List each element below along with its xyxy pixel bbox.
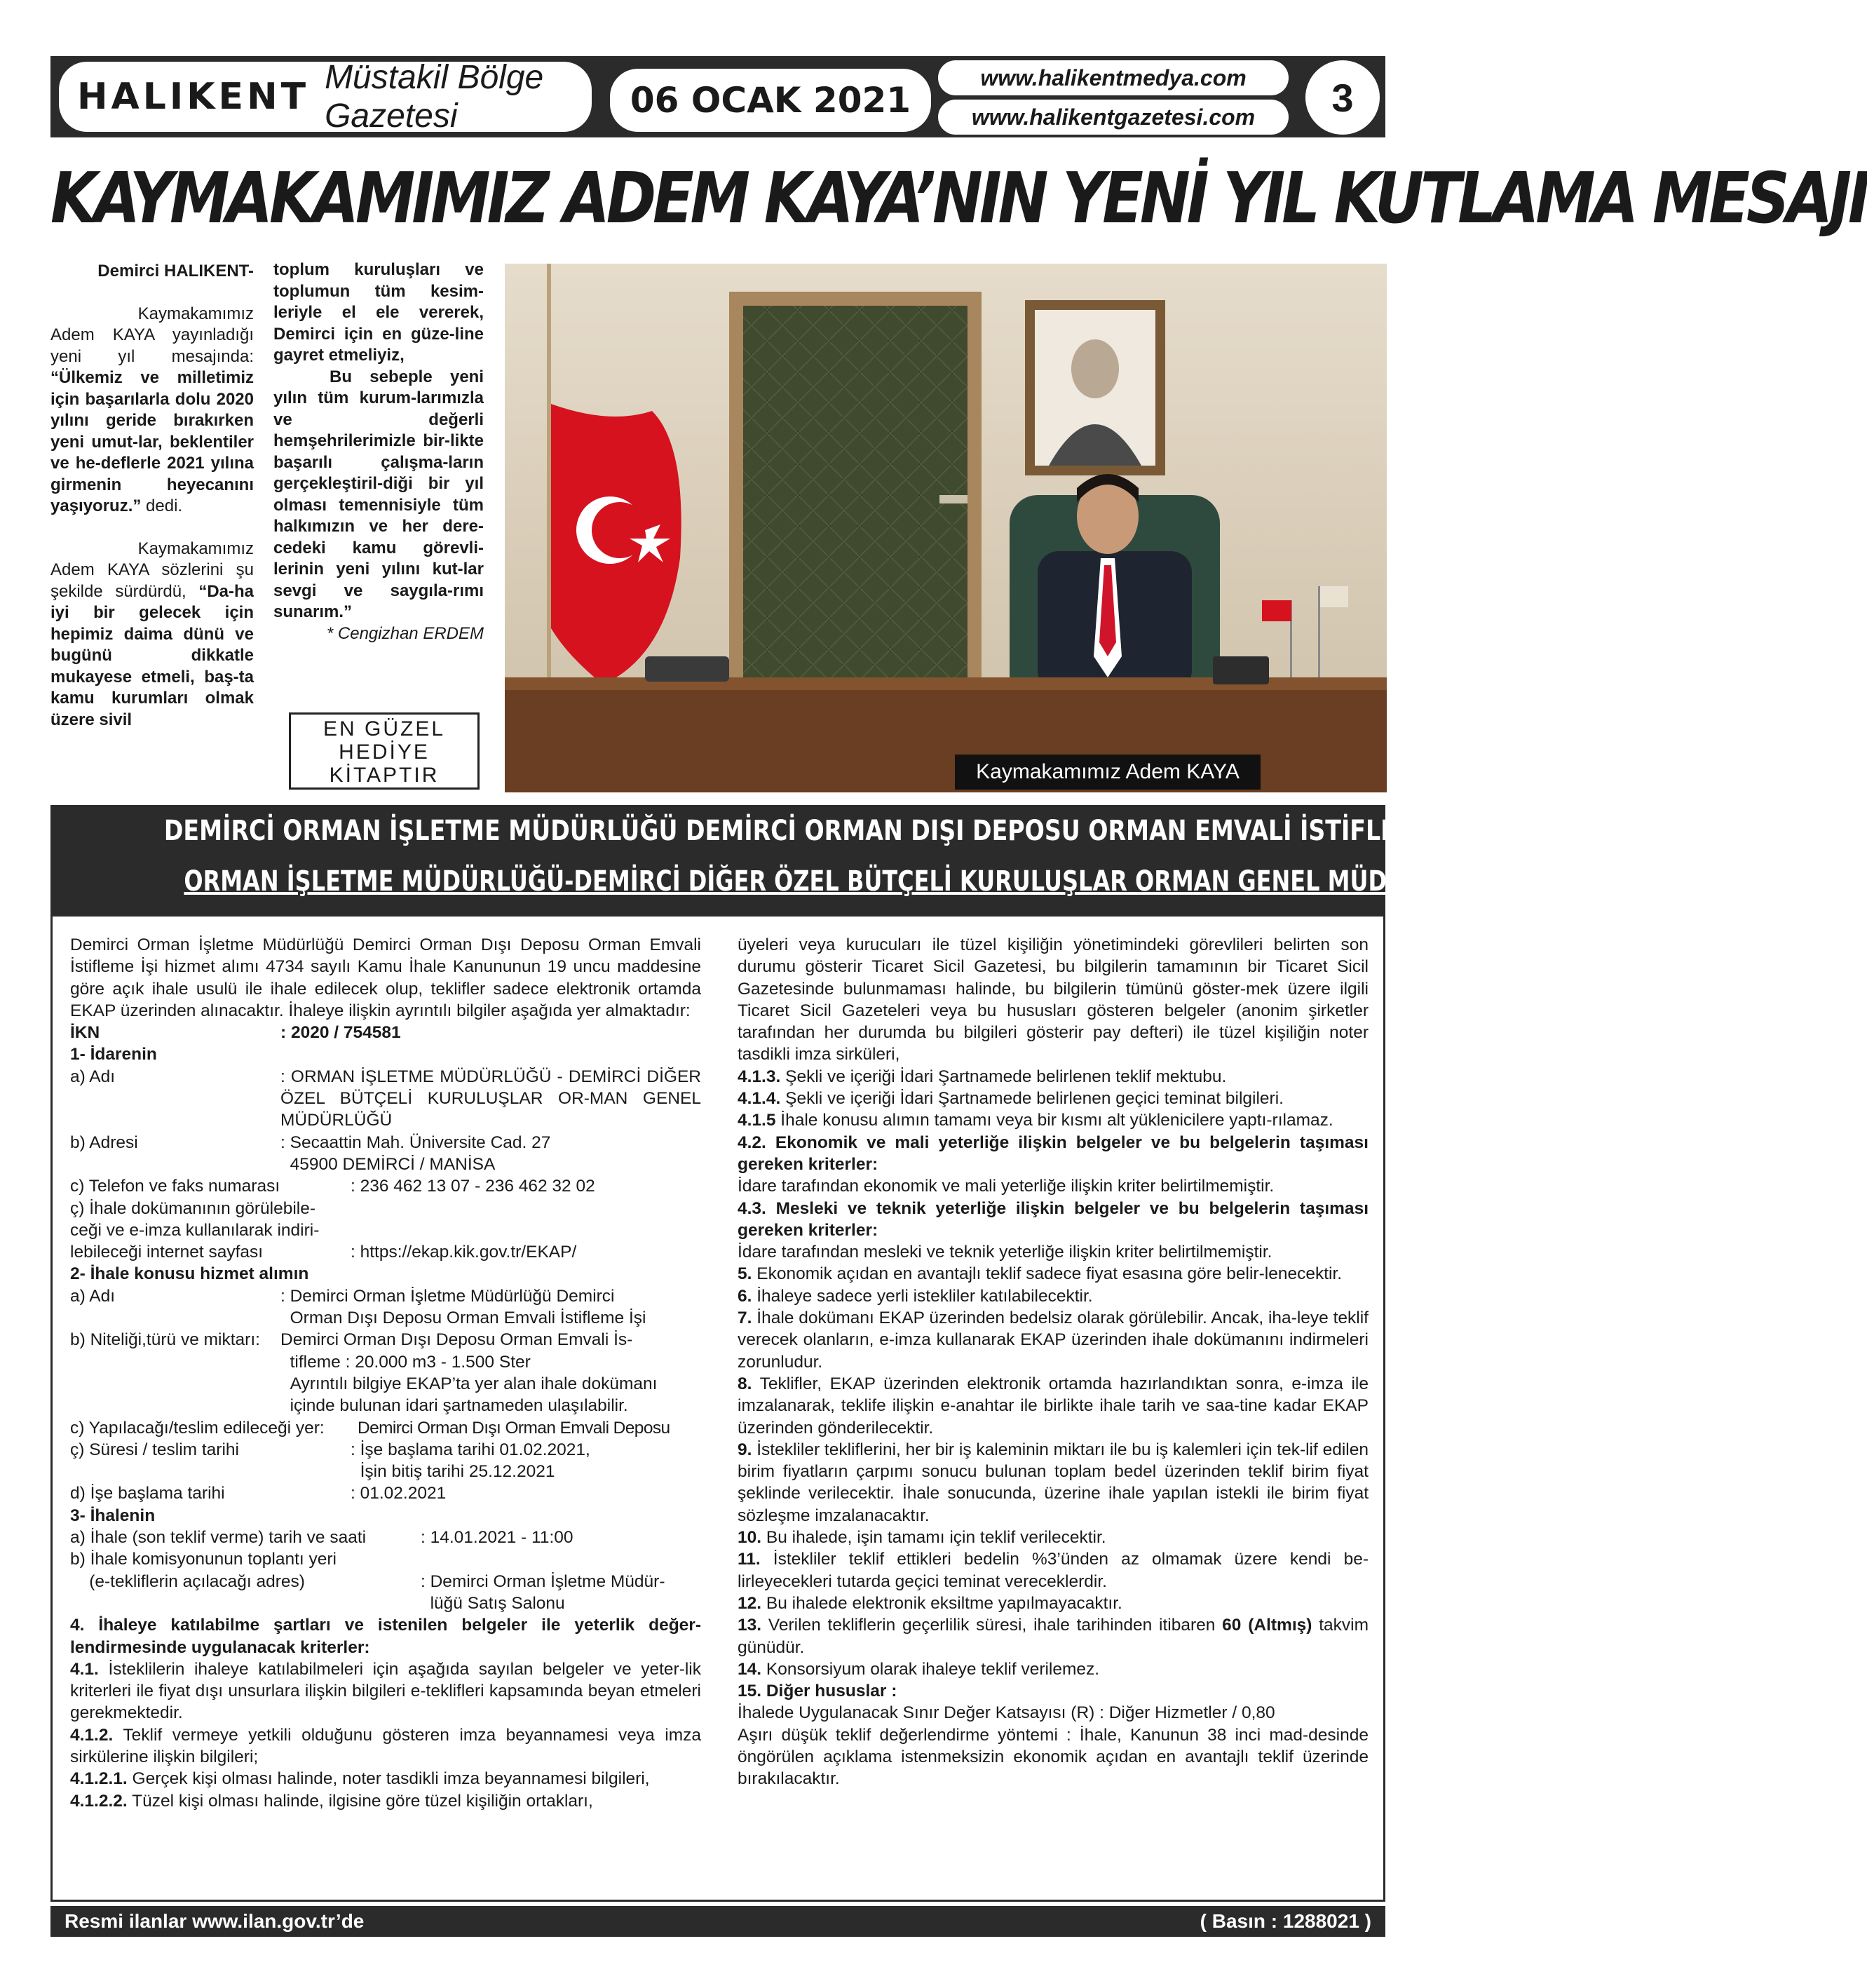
newspaper-subtitle: Müstakil Bölge Gazetesi xyxy=(325,59,544,135)
article-photo xyxy=(505,264,1387,792)
announcement-paragraph: 4.1. İsteklilerin ihaleye katılabilmeleri için aşağıda sayılan belgeler ve yeter-lik kriterleri ile fiyat dışı unsurlara ilişkin bilgileri e-teklifleri kapsamında beyan etmeleri gerekmektedir. xyxy=(70,1659,701,1723)
announcement-paragraph: b) İhale komisyonunun toplantı yeri xyxy=(70,1550,337,1569)
article-paragraph: Kaymakamımız xyxy=(137,304,254,323)
announcement-column-left xyxy=(70,934,701,1812)
article-paragraph: toplum kuruluşları ve toplumun tüm kesim-leriyle el ele vererek, Demirci için en güze-line gayret etmeliyiz, xyxy=(273,260,484,365)
promo-box xyxy=(289,712,480,790)
announcement-paragraph: c) Yapılacağı/teslim edileceği yer: Demirci Orman Dışı Orman Emvali Deposu xyxy=(70,1418,670,1438)
announcement-paragraph: b) Niteliği,türü ve miktarı: Demirci Orman Dışı Deposu Orman Emvali İs- tifleme : 20.000 m3 - 1.500 Ster Ayrıntılı bilgiye EKAP’ta yer alan ihale dokümanı içinde bulunan idari şartnameden ulaşılabilir. xyxy=(70,1330,658,1416)
website-link-2[interactable]: www.halikentgazetesi.com xyxy=(938,100,1289,135)
promo-line: HEDİYE xyxy=(339,741,430,764)
office-scene-illustration xyxy=(505,264,1387,792)
article-column-1 xyxy=(50,261,254,731)
announcement-paragraph: İKN : 2020 / 754581 xyxy=(70,1023,401,1043)
announcement-paragraph: 13. Verilen tekliflerin geçerlilik süresi, ihale tarihinden itibaren 60 (Altmış) takvim günüdür. xyxy=(738,1616,1369,1657)
announcement-paragraph: 4.1.4. Şekli ve içeriği İdari Şartnamede belirlenen geçici teminat bilgileri. xyxy=(738,1089,1284,1109)
announcement-paragraph: 4.3. Mesleki ve teknik yeterliğe ilişkin belgeler ve bu belgelerin taşıması gereken kriterler: xyxy=(738,1198,1369,1240)
announcement-paragraph: 4.1.2. Teklif vermeye yetkili olduğunu gösteren imza beyannamesi veya imza sirkülerine ilişkin bilgileri; xyxy=(70,1725,701,1766)
announcement-column-right xyxy=(738,934,1369,1790)
website-link-1[interactable]: www.halikentmedya.com xyxy=(938,60,1289,95)
footer-press-number: ( Basın : 1288021 ) xyxy=(1200,1910,1371,1932)
page-number: 3 xyxy=(1305,60,1380,135)
photo-caption: Kaymakamımız Adem KAYA xyxy=(955,755,1261,790)
announcement-paragraph: c) Telefon ve faks numarası : 236 462 13 07 - 236 462 32 02 xyxy=(70,1177,595,1196)
article-paragraph: Adem KAYA yayınladığı yeni yıl mesajında: “Ülkemiz ve milletimiz için başarılarla dolu 2020 yılını geride bırakırken yeni umut-lar, beklentiler ve he-deflerle 2021 yılına girmenin heyecanını yaşıyoruz.” dedi. xyxy=(50,325,254,515)
announcement-paragraph: 10. Bu ihalede, işin tamamı için teklif verilecektir. xyxy=(738,1528,1106,1548)
announcement-paragraph: a) Adı : Demirci Orman İşletme Müdürlüğü Demirci Orman Dışı Deposu Orman Emvali İstifleme İşi xyxy=(70,1286,646,1328)
announcement-paragraph: 5. Ekonomik açıdan en avantajlı teklif sadece fiyat esasına göre belir-lenecektir. xyxy=(738,1264,1343,1284)
announcement-paragraph: ç) Süresi / teslim tarihi : İşe başlama tarihi 01.02.2021, İşin bitiş tarihi 25.12.2021 xyxy=(70,1440,590,1482)
newspaper-name: HALIKENT xyxy=(77,76,310,118)
announcement-paragraph: ç) İhale dokümanının görülebile- ceği ve e-imza kullanılarak indiri- lebileceği internet sayfası : https://ekap.kik.gov.tr/EKAP/ xyxy=(70,1198,577,1262)
announcement-paragraph: 12. Bu ihalede elektronik eksiltme yapılmayacaktır. xyxy=(738,1593,1122,1613)
announcement-title-1: DEMİRCİ ORMAN İŞLETME MÜDÜRLÜĞÜ DEMİRCİ ORMAN DIŞI DEPOSU ORMAN EMVALİ İSTİFLEME İŞİ xyxy=(163,815,1478,847)
announcement-paragraph: 7. İhale dokümanı EKAP üzerinden bedelsiz olarak görülebilir. Ancak, iha-leye teklif verecek olanların, e-imza kullanarak EKAP üzerinden ihale dokümanını indirmeleri zorunludur. xyxy=(738,1309,1369,1372)
announcement-paragraph: Aşırı düşük teklif değerlendirme yöntemi : İhale, Kanunun 38 inci mad-desinde öngörülen açıklama istenmeksizin ekonomik açıdan en avantajlı teklif üzerinde bırakılacaktır. xyxy=(738,1725,1369,1789)
announcement-paragraph: İdare tarafından mesleki ve teknik yeterliğe ilişkin kriter belirtilmemiştir. xyxy=(738,1243,1272,1262)
announcement-paragraph: 1- İdarenin xyxy=(70,1045,157,1064)
announcement-paragraph: 6. İhaleye sadece yerli istekliler katılabilecektir. xyxy=(738,1286,1093,1306)
announcement-paragraph: 4.1.2.1. Gerçek kişi olması halinde, noter tasdikli imza beyannamesi bilgileri, xyxy=(70,1769,650,1789)
article-column-2 xyxy=(273,259,484,644)
announcement-paragraph: 4.1.3. Şekli ve içeriği İdari Şartnamede belirlenen teklif mektubu. xyxy=(738,1067,1227,1086)
announcement-paragraph: a) İhale (son teklif verme) tarih ve saati : 14.01.2021 - 11:00 xyxy=(70,1528,573,1548)
announcement-paragraph: b) Adresi : Secaattin Mah. Üniversite Cad. 27 45900 DEMİRCİ / MANİSA xyxy=(70,1132,551,1174)
article-paragraph: Bu sebeple yeni yılın tüm kurum-larımızla ve değerli hemşehrilerimizle bir-likte başarılı çalışma-ların gerçekleştiril-diği bir yıl olması temennisiyle tüm halkımızın ve her dere-cedeki kamu görevli-lerinin yeni yılını kut-lar sevgi ve saygıla-rımı sunarım.” xyxy=(273,367,484,621)
announcement-paragraph: İhalede Uygulanacak Sınır Değer Katsayısı (R) : Diğer Hizmetler / 0,80 xyxy=(738,1703,1275,1723)
page-footer xyxy=(50,1906,1385,1937)
article-paragraph: Demirci HALIKENT- xyxy=(97,262,254,280)
announcement-paragraph: 2- İhale konusu hizmet alımın xyxy=(70,1264,309,1284)
announcement-paragraph: 14. Konsorsiyum olarak ihaleye teklif verilemez. xyxy=(738,1659,1100,1679)
announcement-paragraph: İdare tarafından ekonomik ve mali yeterliğe ilişkin kriter belirtilmemiştir. xyxy=(738,1177,1275,1196)
announcement-paragraph: 4. İhaleye katılabilme şartları ve istenilen belgeler ile yeterlik değer-lendirmesinde uygulanacak kriterler: xyxy=(70,1616,701,1657)
announcement-paragraph: 15. Diğer hususlar : xyxy=(738,1682,897,1701)
announcement-paragraph: 4.1.5 İhale konusu alımın tamamı veya bir kısmı alt yüklenicilere yaptı-rılamaz. xyxy=(738,1111,1333,1130)
paragraph-spacer xyxy=(50,283,254,304)
masthead-brand-pill xyxy=(59,59,592,135)
article-paragraph: Adem KAYA sözlerini şu şekilde sürdürdü, “Da-ha iyi bir gelecek için hepimiz daima dünü ve bugünü dikkatle mukayese etmeli, baş-ta kamu kurumları olmak üzere sivil xyxy=(50,560,254,729)
page-headline: KAYMAKAMIMIZ ADEM KAYA’NIN YENİ YIL KUTLAMA MESAJI xyxy=(50,157,1867,239)
announcement-title-2: ORMAN İŞLETME MÜDÜRLÜĞÜ-DEMİRCİ DİĞER ÖZEL BÜTÇELİ KURULUŞLAR ORMAN GENEL MÜDÜRLÜĞÜ xyxy=(184,865,1491,898)
announcement-paragraph: d) İşe başlama tarihi : 01.02.2021 xyxy=(70,1484,447,1503)
article-author: * Cengizhan ERDEM xyxy=(326,623,484,643)
announcement-paragraph: 3- İhalenin xyxy=(70,1506,156,1525)
announcement-paragraph: 9. İstekliler tekliflerini, her bir iş kaleminin miktarı ile bu iş kalemleri için tek-lif edilen birim fiyatların çarpımı sonucu bulunan toplam bedel üzerinden teklif birim fiyat şeklinde verilecektir. İhale sonucunda, üzerine ihale yapılan istekli ile birim fiyat sözleşme imzalanacaktır. xyxy=(738,1440,1369,1525)
announcement-paragraph: (e-tekliflerin açılacağı adres) : Demirci Orman İşletme Müdür- lüğü Satış Salonu xyxy=(70,1571,665,1613)
promo-line: KİTAPTIR xyxy=(329,764,440,787)
announcement-paragraph: 11. İstekliler teklif ettikleri bedelin %3’ünden az olmamak üzere kendi be-lirleyecekleri tutarda geçici teminat vereceklerdir. xyxy=(738,1550,1369,1591)
footer-official-ads: Resmi ilanlar www.ilan.gov.tr’de xyxy=(65,1910,365,1932)
announcement-paragraph: 4.2. Ekonomik ve mali yeterliğe ilişkin belgeler ve bu belgelerin taşıması gereken kriterler: xyxy=(738,1132,1369,1174)
announcement-paragraph: üyeleri veya kurucuları ile tüzel kişiliğin yönetimindeki görevlileri belirten son durumu gösterir Ticaret Sicil Gazetesi, bu bilgilerin tamamının bir Ticaret Sicil Gazetesinde bulunmaması halinde, bu bilgilerin tümünü göster-mek üzere ilgili Ticaret Sicil Gazeteleri veya bu hususları gösteren belgeler (anonim şirketler tarafından her durumda bu bilgileri gösterir pay defteri) ile tüzel kişiliğin noter tasdikli imza sirküleri, xyxy=(738,935,1369,1064)
article-paragraph: Kaymakamımız xyxy=(137,539,254,558)
announcement-paragraph: 8. Teklifler, EKAP üzerinden elektronik ortamda hazırlandıktan sonra, e-imza ile imzalanarak, teklife ilişkin e-anahtar ile birlikte ihale tarih ve saa-tine kadar EKAP üzerinden gönderilecektir. xyxy=(738,1374,1369,1438)
promo-line: EN GÜZEL xyxy=(323,717,446,741)
issue-date: 06 OCAK 2021 xyxy=(610,69,931,132)
paragraph-spacer xyxy=(50,518,254,539)
announcement-paragraph: Demirci Orman İşletme Müdürlüğü Demirci Orman Dışı Deposu Orman Emvali İstifleme İşi hizmet alımı 4734 sayılı Kamu İhale Kanununun 19 uncu maddesine göre açık ihale usulü ile ihale edilecek olup, teklifler sadece elektronik ortamda EKAP üzerinden alınacaktır. İhaleye ilişkin ayrıntılı bilgiler aşağıda yer almaktadır: xyxy=(70,935,701,1020)
announcement-paragraph: a) Adı : ORMAN İŞLETME MÜDÜRLÜĞÜ - DEMİRCİ DİĞER ÖZEL BÜTÇELİ KURULUŞLAR OR-MAN GENEL MÜDÜRLÜĞÜ xyxy=(70,1067,701,1130)
announcement-header xyxy=(50,805,1491,914)
announcement-paragraph: 4.1.2.2. Tüzel kişi olması halinde, ilgisine göre tüzel kişiliğin ortakları, xyxy=(70,1791,593,1811)
